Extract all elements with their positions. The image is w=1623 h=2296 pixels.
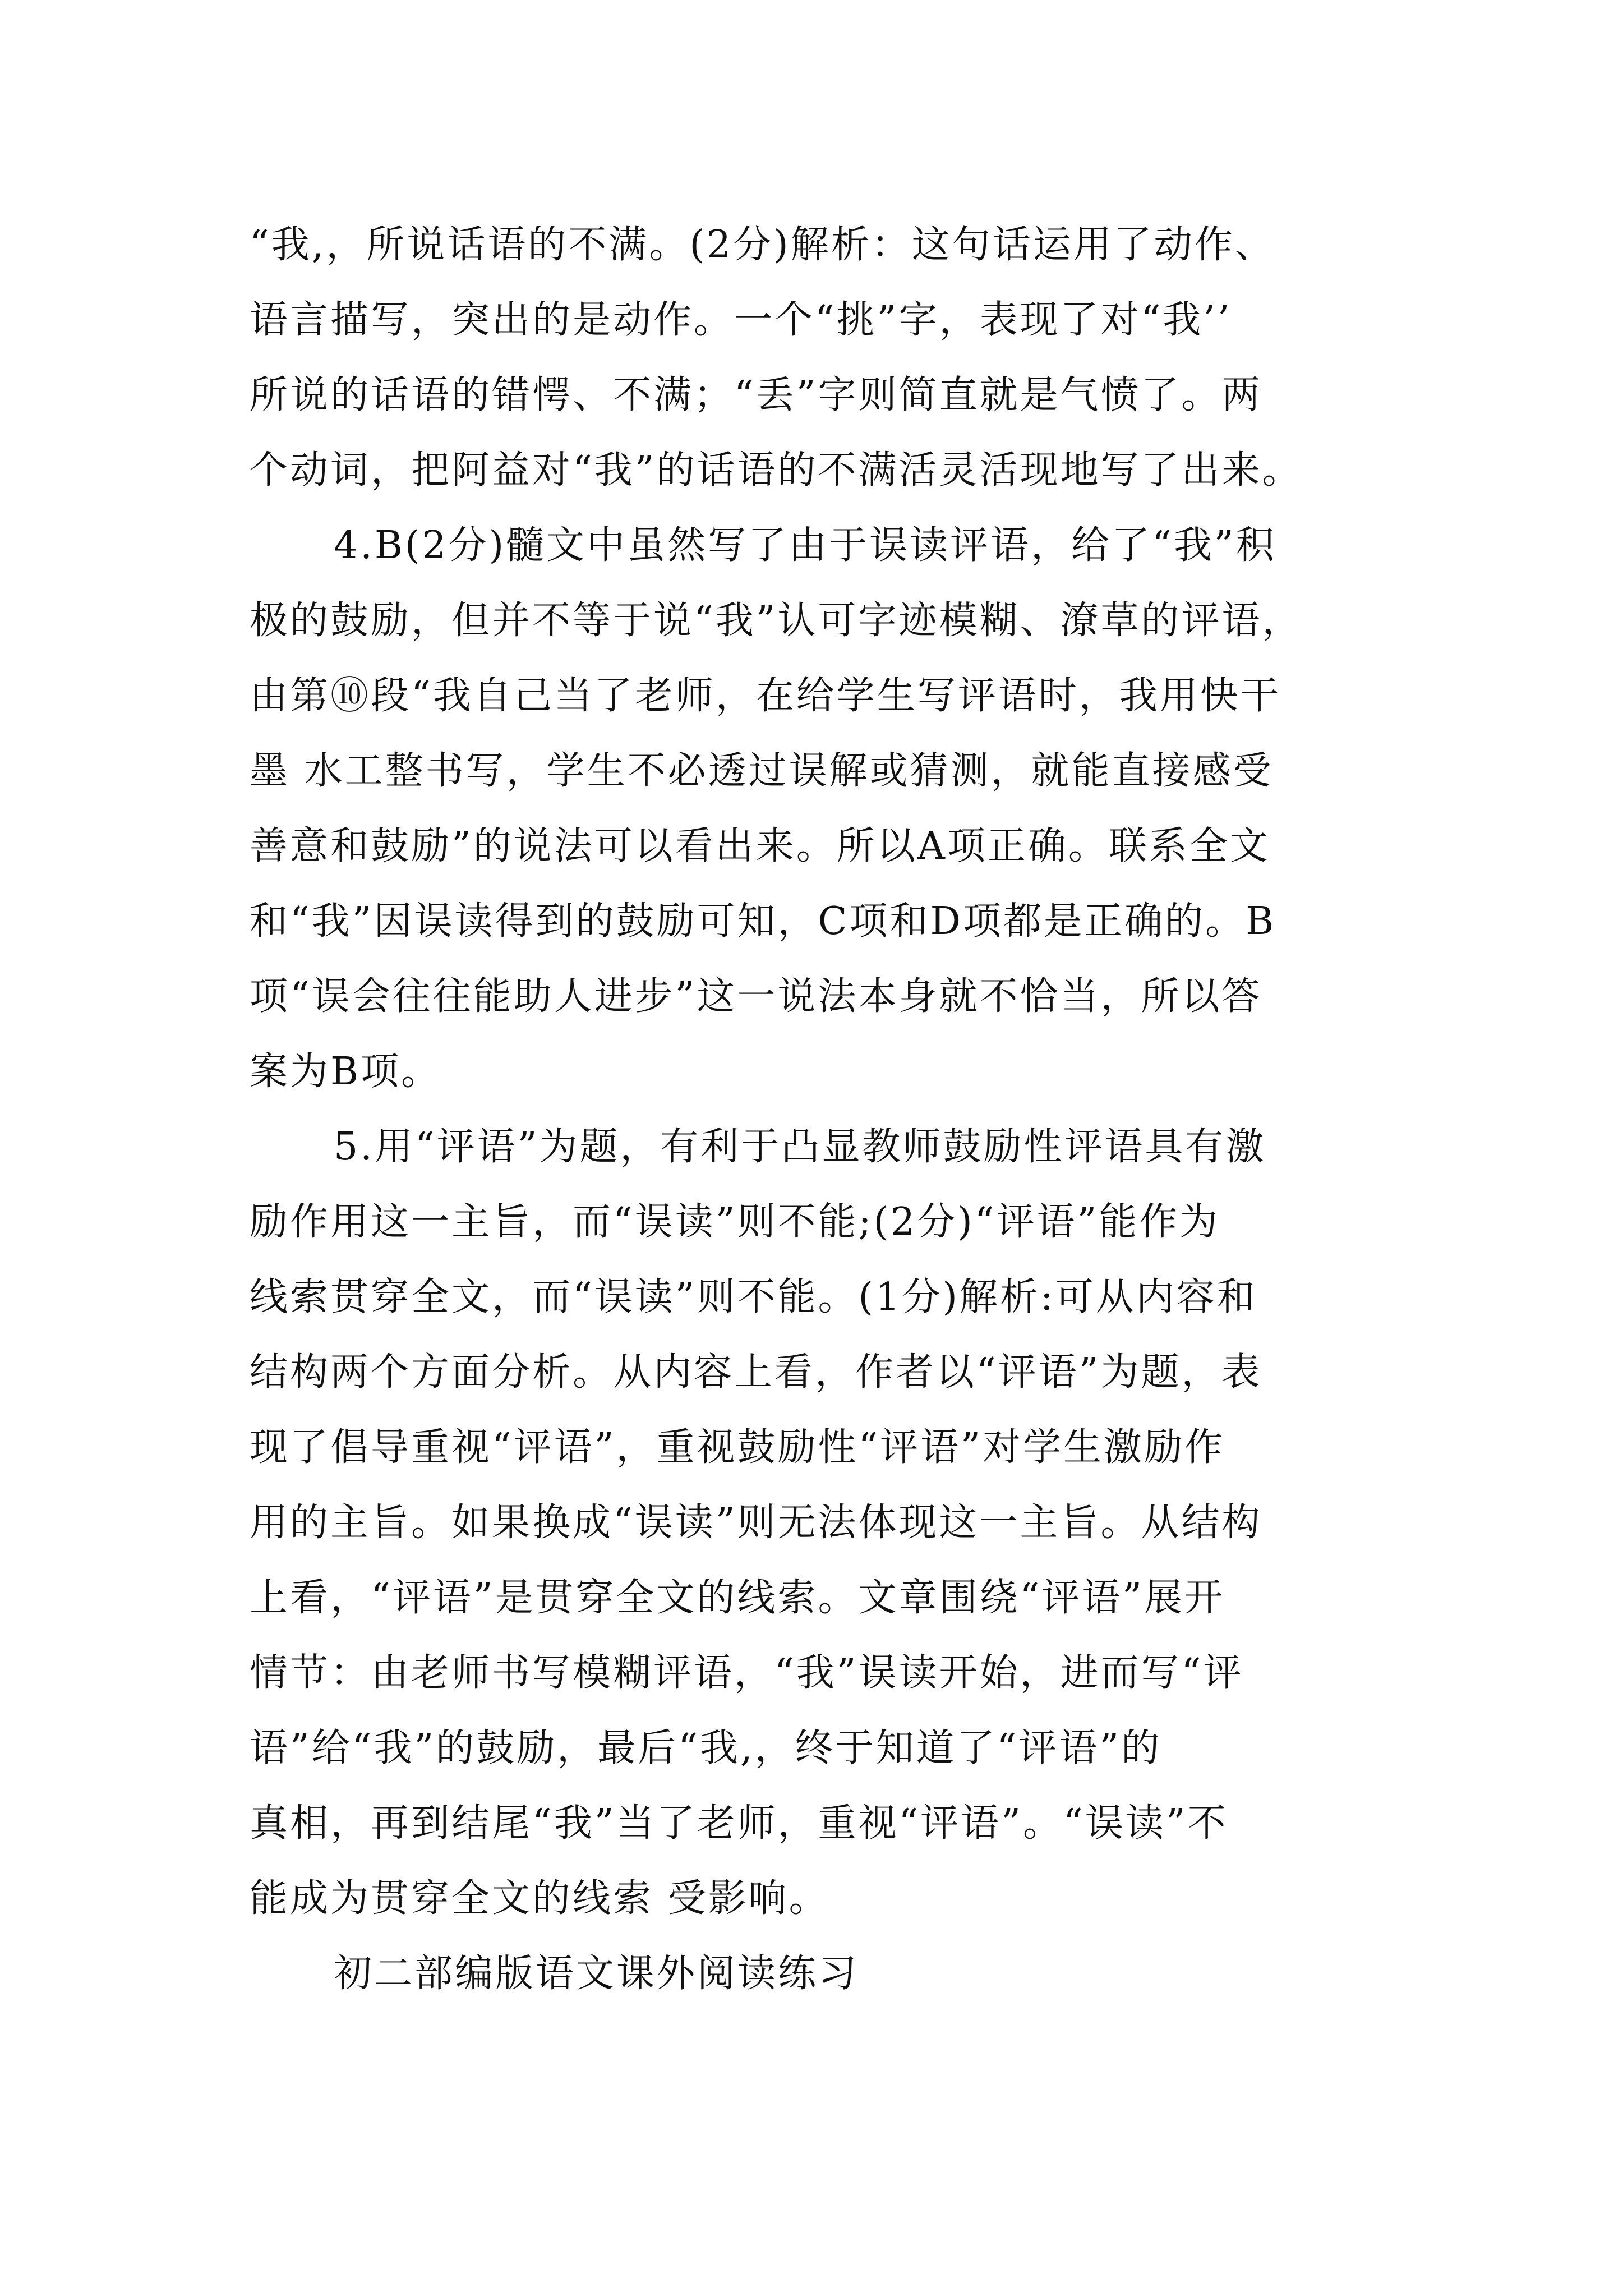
text-line: 个动词，把阿益对“我”的话语的不满活灵活现地写了出来。	[250, 448, 1303, 493]
text-line: 极的鼓励，但并不等于说“我”认可字迹模糊、潦草的评语，	[250, 599, 1303, 643]
text-line: 线索贯穿全文，而“误读”则不能。(1分)解析:可从内容和	[250, 1275, 1257, 1319]
text-line: 项“误会往往能助人进步”这一说法本身就不恰当，所以答	[250, 974, 1262, 1019]
text-line: 结构两个方面分析。从内容上看，作者以“评语”为题，表	[250, 1350, 1262, 1395]
text-line: 语”给“我”的鼓励，最后“我,，终于知道了“评语”的	[250, 1726, 1162, 1770]
text-line: 和“我”因误读得到的鼓励可知，C项和D项都是正确的。B	[250, 899, 1276, 944]
text-line: 所说的话语的错愕、不满；“丢”字则简直就是气愤了。两	[250, 373, 1262, 417]
text-line: 善意和鼓励”的说法可以看出来。所以A项正确。联系全文	[250, 824, 1270, 868]
text-line: 案为B项。	[250, 1050, 441, 1094]
text-line: 用的主旨。如果换成“误读”则无法体现这一主旨。从结构	[250, 1501, 1262, 1545]
text-line: 墨 水工整书写，学生不必透过误解或猜测，就能直接感受	[250, 749, 1274, 793]
text-line: 真相，再到结尾“我”当了老师，重视“评语”。“误读”不	[250, 1801, 1228, 1846]
text-line: 由第⑩段“我自己当了老师，在给学生写评语时，我用快干	[250, 674, 1281, 718]
text-line: 上看，“评语”是贯穿全文的线索。文章围绕“评语”展开	[250, 1576, 1225, 1620]
text-line: 能成为贯穿全文的线索 受影响。	[250, 1876, 829, 1921]
text-line: 现了倡导重视“评语”，重视鼓励性“评语”对学生激励作	[250, 1425, 1225, 1470]
body-text	[250, 208, 1388, 2012]
section-heading: 初二部编版语文课外阅读练习	[334, 1952, 859, 1996]
answer-4-start-line: 4.B(2分)髓文中虽然写了由于误读评语，给了“我”积	[334, 523, 1276, 568]
text-line: 励作用这一主旨，而“误读”则不能;(2分)“评语”能作为	[250, 1200, 1220, 1244]
text-line: 语言描写，突出的是动作。一个“挑”字，表现了对“我’’	[250, 298, 1232, 342]
answer-5-start-line: 5.用“评语”为题，有利于凸显教师鼓励性评语具有激	[334, 1125, 1266, 1169]
text-line: “我,，所说话语的不满。(2分)解析：这句话运用了动作、	[250, 223, 1275, 267]
text-line: 情节：由老师书写模糊评语，“我”误读开始，进而写“评	[250, 1651, 1244, 1695]
